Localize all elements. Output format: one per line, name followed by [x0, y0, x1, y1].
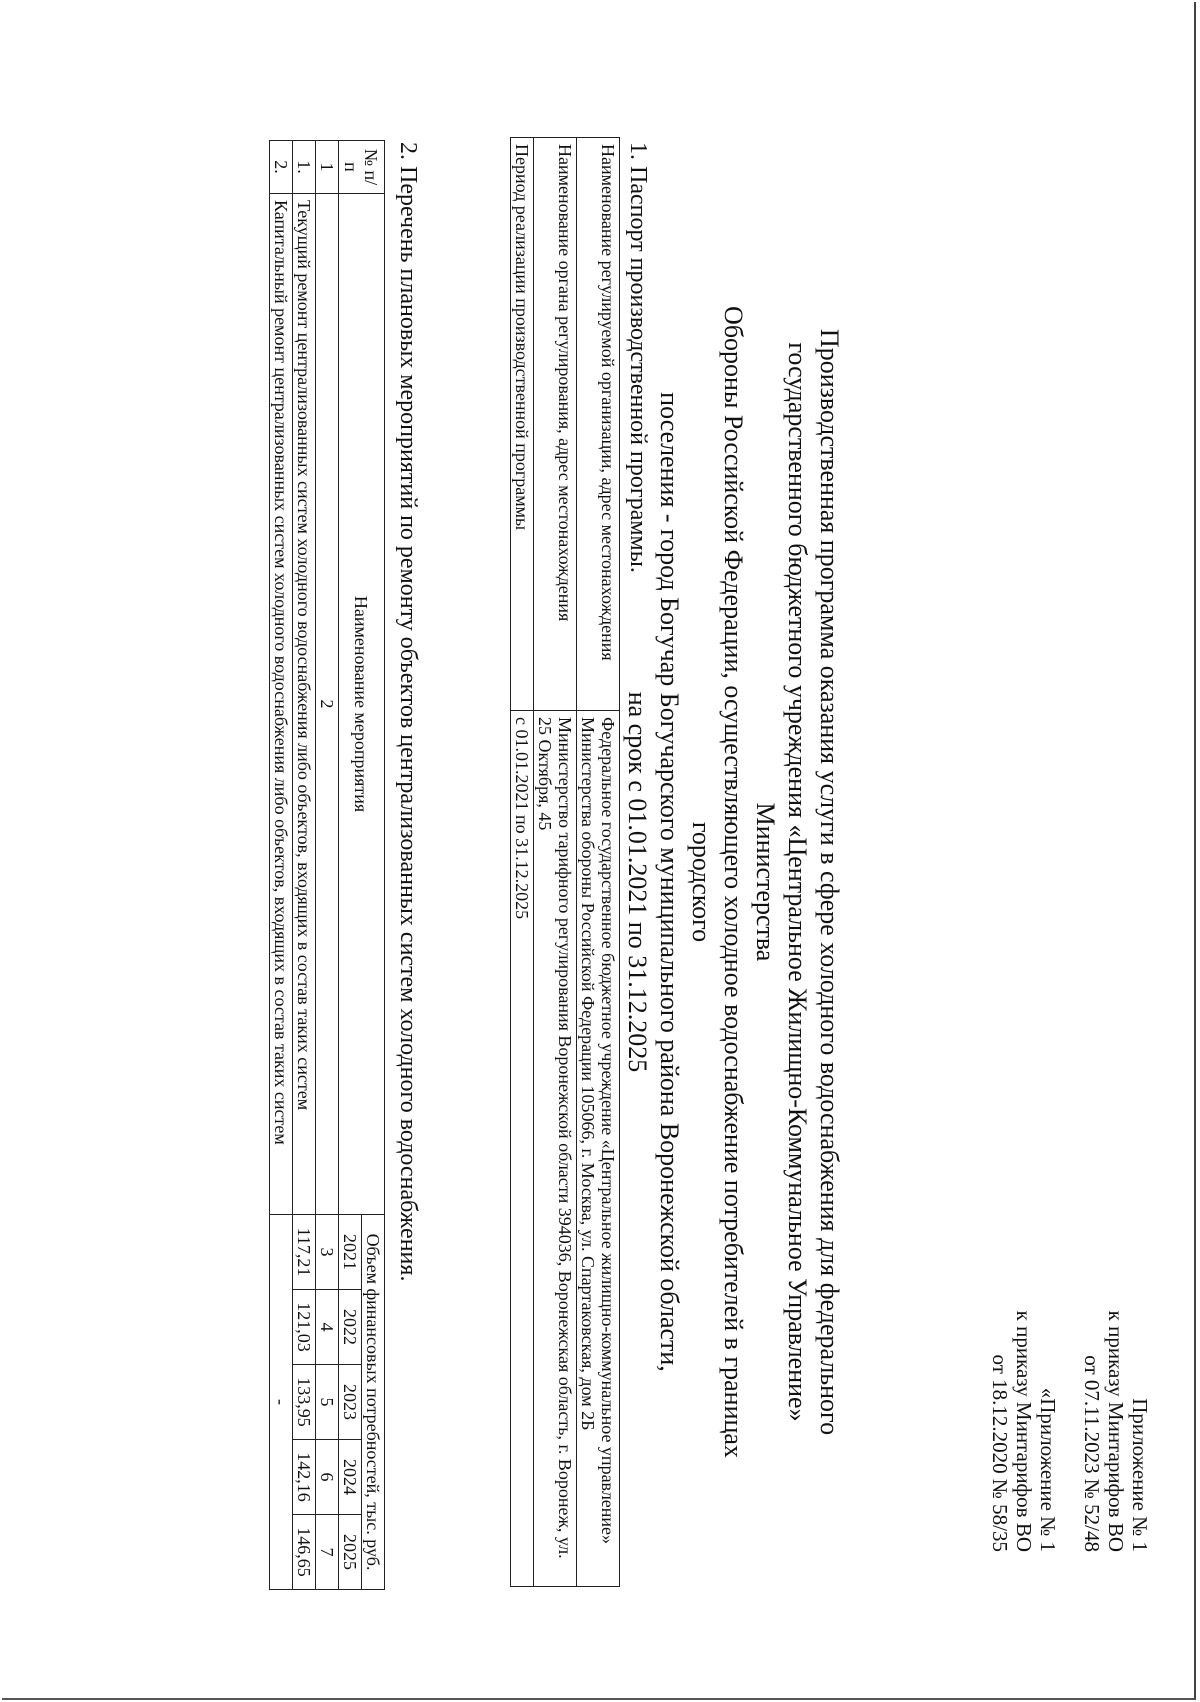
approval-line: Приложение № 1: [1128, 1398, 1152, 1552]
row-num: 1.: [293, 141, 316, 194]
approval-line: от 07.11.2023 № 52/48: [1080, 1355, 1104, 1552]
header-row: [362, 141, 385, 1590]
header-year: 2023: [339, 1365, 362, 1440]
index-row: [316, 141, 339, 1590]
approval-line: к приказу Минтарифов ВО: [1104, 1310, 1128, 1552]
index-cell: 3: [316, 1215, 339, 1290]
header-year: 2025: [339, 1515, 362, 1590]
table-row: [270, 141, 293, 1590]
approval-line: от 18.12.2020 № 58/35: [988, 1354, 1012, 1552]
index-cell: 4: [316, 1290, 339, 1365]
header-year: 2022: [339, 1290, 362, 1365]
passport-value: с 01.01.2021 по 31.12.2025: [511, 711, 534, 1587]
passport-label: Период реализации производственной программы: [511, 138, 534, 711]
header-num: № п/п: [339, 141, 385, 194]
table-row: [577, 138, 620, 1587]
header-year: 2021: [339, 1215, 362, 1290]
table-row: [511, 138, 534, 1587]
title-line: на срок с 01.01.2021 по 31.12.2025: [623, 691, 652, 1073]
rotated-page: [0, 42, 1200, 1642]
document-title: [621, 272, 845, 1492]
row-value: 146,65: [293, 1515, 316, 1590]
index-cell: 6: [316, 1440, 339, 1515]
title-line: поселения - город Богучар Богучарского муниципального района Воронежской области,: [655, 392, 684, 1372]
index-cell: 7: [316, 1515, 339, 1590]
row-value: 142,16: [293, 1440, 316, 1515]
index-cell: 1: [316, 141, 339, 194]
header-volume: Объем финансовых потребностей, тыс. руб.: [362, 1215, 385, 1590]
approval-stamp-new: [1080, 1311, 1152, 1552]
row-name: Капитальный ремонт централизованных систем холодного водоснабжения либо объектов, входящих в состав таких систем: [270, 194, 293, 1215]
approval-line: «Приложение № 1: [1036, 1387, 1060, 1552]
plan-table: [269, 140, 385, 1590]
row-merged-value: -: [270, 1215, 293, 1590]
title-line: Производственная программа оказания услуги в сфере холодного водоснабжения для федерального: [815, 328, 844, 1436]
title-line: государственного бюджетного учреждения «Центральное Жилищно-Коммунальное Управление» Министерства: [751, 342, 812, 1422]
table-row: [293, 141, 316, 1590]
row-value: 133,95: [293, 1365, 316, 1440]
table-row: [534, 138, 577, 1587]
index-cell: 5: [316, 1365, 339, 1440]
approval-stamp-old: [988, 1311, 1060, 1552]
passport-value: Министерство тарифного регулирования Воронежской области 394036, Воронежская область, г. Воронеж, ул. 25 Октября, 45: [534, 711, 577, 1587]
header-name: Наименование мероприятия: [339, 194, 385, 1215]
passport-value: Федеральное государственное бюджетное учреждение «Центральное жилищно-коммунальное управление» Министерства обороны Российской Федерации 105066, г. Москва, ул. Спартаковская, дом 2Б: [577, 711, 620, 1587]
passport-label: Наименование органа регулирования, адрес местонахождения: [534, 138, 577, 711]
section1-title: 1. Паспорт производственной программы.: [625, 142, 651, 573]
passport-label: Наименование регулируемой организации, адрес местонахождения: [577, 138, 620, 711]
row-name: Текущий ремонт централизованных систем холодного водоснабжения либо объектов, входящих в состав таких систем: [293, 194, 316, 1215]
approval-line: к приказу Минтарифов ВО: [1012, 1310, 1036, 1552]
row-num: 2.: [270, 141, 293, 194]
header-year: 2024: [339, 1440, 362, 1515]
section2-title: 2. Перечень плановых мероприятий по ремонту объектов централизованных систем холодного водоснабжения.: [395, 142, 421, 1282]
row-value: 121,03: [293, 1290, 316, 1365]
passport-table: [510, 137, 620, 1587]
index-cell: 2: [316, 194, 339, 1215]
row-value: 117,21: [293, 1215, 316, 1290]
title-line: Обороны Российской Федерации, осуществляющего холодное водоснабжение потребителей в границах городского: [687, 306, 748, 1458]
